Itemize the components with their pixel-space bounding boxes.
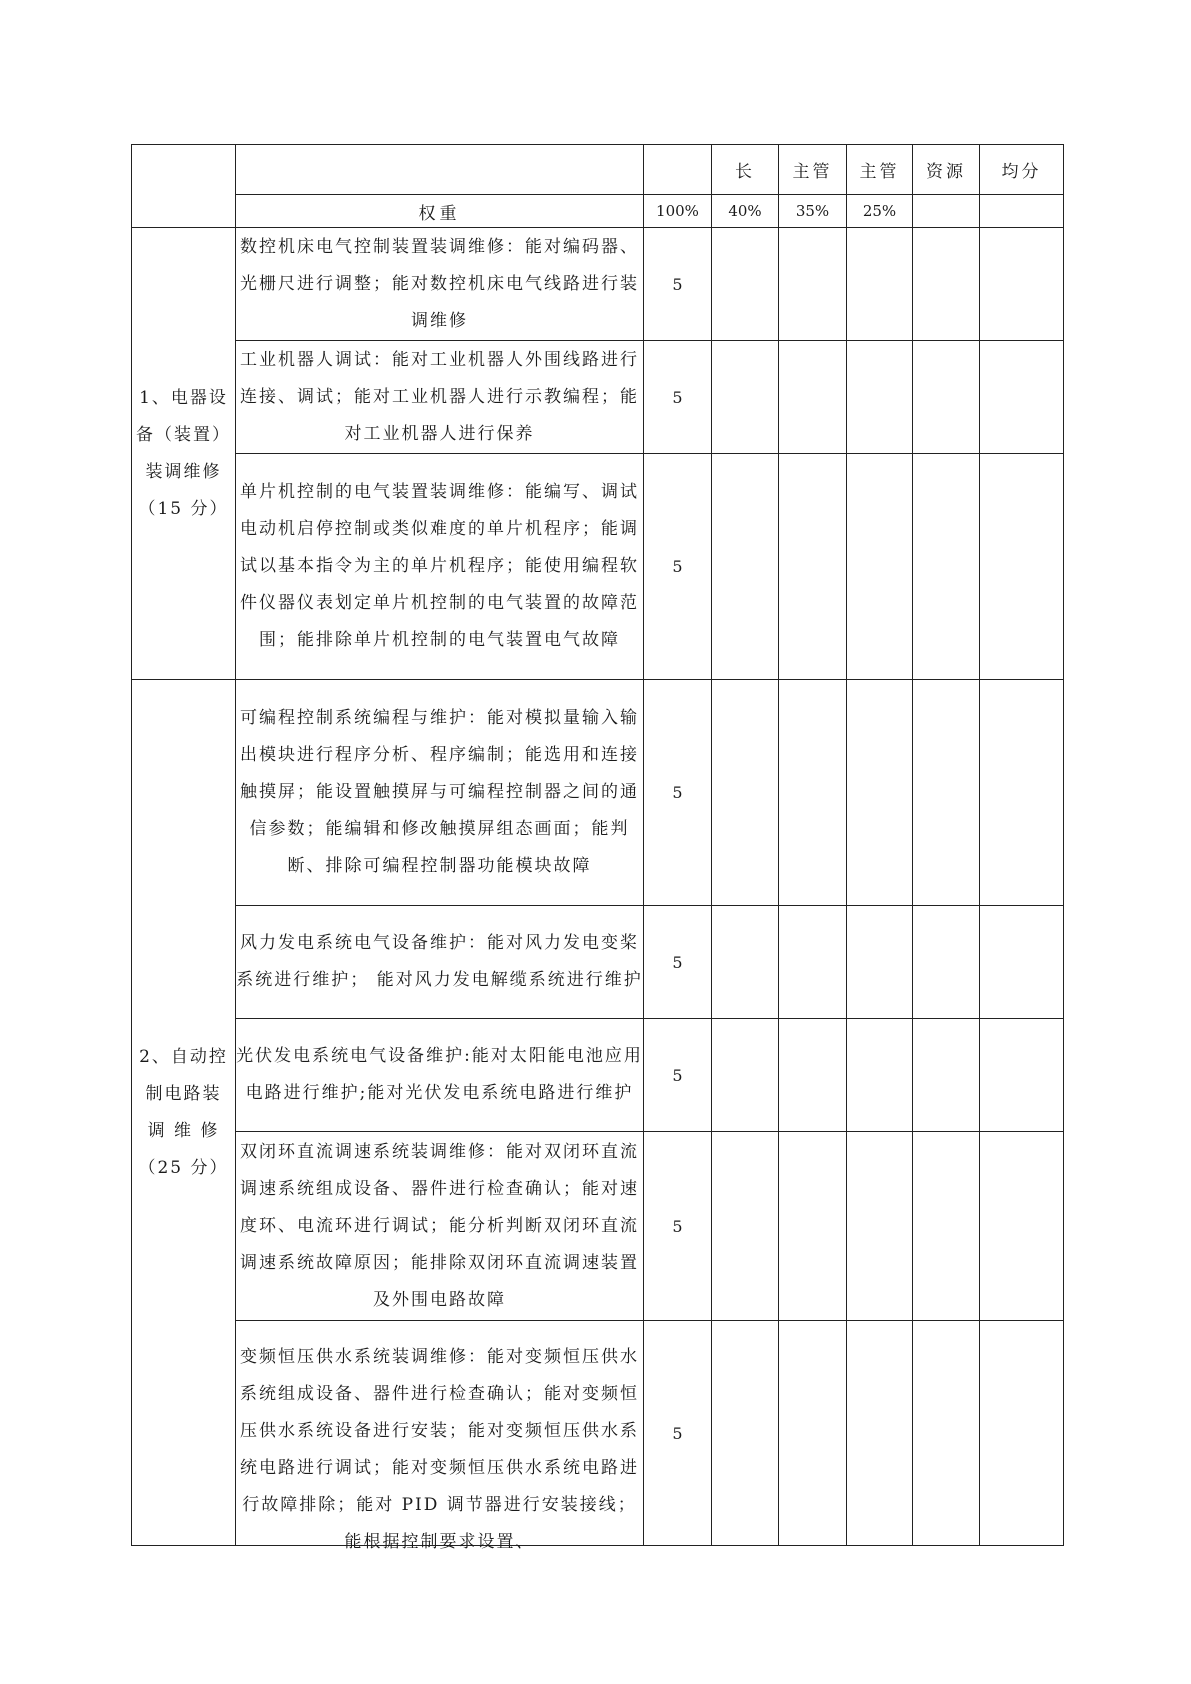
score-cell xyxy=(847,680,913,906)
score-cell xyxy=(980,1132,1064,1321)
score-cell xyxy=(980,454,1064,680)
header-item-cell xyxy=(236,145,644,195)
score-cell xyxy=(779,1132,847,1321)
score-cell xyxy=(913,680,980,906)
item-description: 风力发电系统电气设备维护：能对风力发电变桨系统进行维护； 能对风力发电解缆系统进行维护 xyxy=(236,906,644,1019)
score-cell xyxy=(847,228,913,341)
item-description: 双闭环直流调速系统装调维修：能对双闭环直流调速系统组成设备、器件进行检查确认；能对速度环、电流环进行调试；能分析判断双闭环直流调速系统故障原因；能排除双闭环直流调速装置及外围电路故障 xyxy=(236,1132,644,1321)
score-cell xyxy=(779,454,847,680)
score-cell xyxy=(980,1019,1064,1132)
score-cell xyxy=(913,1321,980,1546)
score-cell xyxy=(980,1321,1064,1546)
evaluation-table xyxy=(131,144,1064,1552)
score-cell xyxy=(712,1019,779,1132)
col-label-1: 长 xyxy=(712,145,779,195)
item-score: 5 xyxy=(644,454,712,680)
weight-3: 25% xyxy=(847,195,913,228)
score-cell xyxy=(779,906,847,1019)
item-description: 工业机器人调试：能对工业机器人外围线路进行连接、调试；能对工业机器人进行示教编程；能对工业机器人进行保养 xyxy=(236,341,644,454)
score-cell xyxy=(980,906,1064,1019)
item-score: 5 xyxy=(644,1321,712,1546)
score-cell xyxy=(913,1132,980,1321)
category-line: （25 分） xyxy=(138,1157,229,1178)
item-score: 5 xyxy=(644,1132,712,1321)
item-description: 可编程控制系统编程与维护：能对模拟量输入输出模块进行程序分析、程序编制；能选用和连接触摸屏；能设置触摸屏与可编程控制器之间的通信参数；能编辑和修改触摸屏组态画面；能判断、排除可编程控制器功能模块故障 xyxy=(236,680,644,906)
score-cell xyxy=(847,1019,913,1132)
score-cell xyxy=(913,228,980,341)
table-row xyxy=(132,906,1064,1019)
weight-total: 100% xyxy=(644,195,712,228)
table-row xyxy=(132,680,1064,906)
score-cell xyxy=(847,341,913,454)
category-line: 备（装置） xyxy=(136,424,231,445)
score-cell xyxy=(779,341,847,454)
table-row xyxy=(132,1321,1064,1546)
score-cell xyxy=(913,341,980,454)
score-cell xyxy=(847,454,913,680)
item-description: 光伏发电系统电气设备维护:能对太阳能电池应用电路进行维护;能对光伏发电系统电路进行维护 xyxy=(236,1019,644,1132)
header-blank-cell xyxy=(132,145,236,228)
weight-2: 35% xyxy=(779,195,847,228)
score-cell xyxy=(980,341,1064,454)
category-line: 2、自动控 xyxy=(139,1046,228,1067)
score-cell xyxy=(712,1132,779,1321)
score-cell xyxy=(847,1132,913,1321)
score-cell xyxy=(980,680,1064,906)
col-label-2: 主管 xyxy=(779,145,847,195)
score-cell xyxy=(847,906,913,1019)
table-row xyxy=(132,228,1064,341)
score-cell xyxy=(712,906,779,1019)
weight-label: 权重 xyxy=(236,195,644,228)
category-line: 制电路装 xyxy=(145,1083,222,1104)
item-score: 5 xyxy=(644,341,712,454)
score-cell xyxy=(779,1019,847,1132)
score-cell xyxy=(980,228,1064,341)
item-score: 5 xyxy=(644,906,712,1019)
score-cell xyxy=(913,906,980,1019)
category-line: 调 维 修 xyxy=(147,1120,220,1141)
category-line: （15 分） xyxy=(138,498,229,519)
item-score: 5 xyxy=(644,228,712,341)
col-label-5: 均分 xyxy=(980,145,1064,195)
table-row xyxy=(132,1132,1064,1321)
weight-1: 40% xyxy=(712,195,779,228)
score-cell xyxy=(712,454,779,680)
score-cell xyxy=(779,228,847,341)
weight-5 xyxy=(980,195,1064,228)
score-cell xyxy=(913,1019,980,1132)
table-row xyxy=(132,454,1064,680)
col-label-4: 资源 xyxy=(913,145,980,195)
item-description-text: 变频恒压供水系统装调维修：能对变频恒压供水系统组成设备、器件进行检查确认；能对变频恒压供水系统设备进行安装；能对变频恒压供水系统电路进行调试；能对变频恒压供水系统电路进行故障排除；能对 PID 调节器进行安装接线；能根据控制要求设置、 xyxy=(240,1347,639,1552)
item-description: 数控机床电气控制装置装调维修：能对编码器、光栅尺进行调整；能对数控机床电气线路进行装调维修 xyxy=(236,228,644,341)
item-description xyxy=(236,1321,644,1552)
weight-4 xyxy=(913,195,980,228)
score-cell xyxy=(712,1321,779,1546)
score-cell xyxy=(913,454,980,680)
category-cell-1 xyxy=(132,228,236,680)
header-row xyxy=(132,145,1064,195)
header-score-cell xyxy=(644,145,712,195)
item-score: 5 xyxy=(644,1019,712,1132)
item-description: 单片机控制的电气装置装调维修：能编写、调试电动机启停控制或类似难度的单片机程序；能调试以基本指令为主的单片机程序；能使用编程软件仪器仪表划定单片机控制的电气装置的故障范围；能排除单片机控制的电气装置电气故障 xyxy=(236,454,644,680)
score-cell xyxy=(779,1321,847,1546)
col-label-3: 主管 xyxy=(847,145,913,195)
table-row xyxy=(132,341,1064,454)
score-cell xyxy=(779,680,847,906)
category-line: 装调维修 xyxy=(145,461,222,482)
category-cell-2 xyxy=(132,680,236,1546)
weight-row xyxy=(132,195,1064,228)
score-cell xyxy=(712,680,779,906)
score-cell xyxy=(712,228,779,341)
score-cell xyxy=(847,1321,913,1546)
item-score: 5 xyxy=(644,680,712,906)
score-cell xyxy=(712,341,779,454)
category-line: 1、电器设 xyxy=(139,387,228,408)
table-row xyxy=(132,1019,1064,1132)
